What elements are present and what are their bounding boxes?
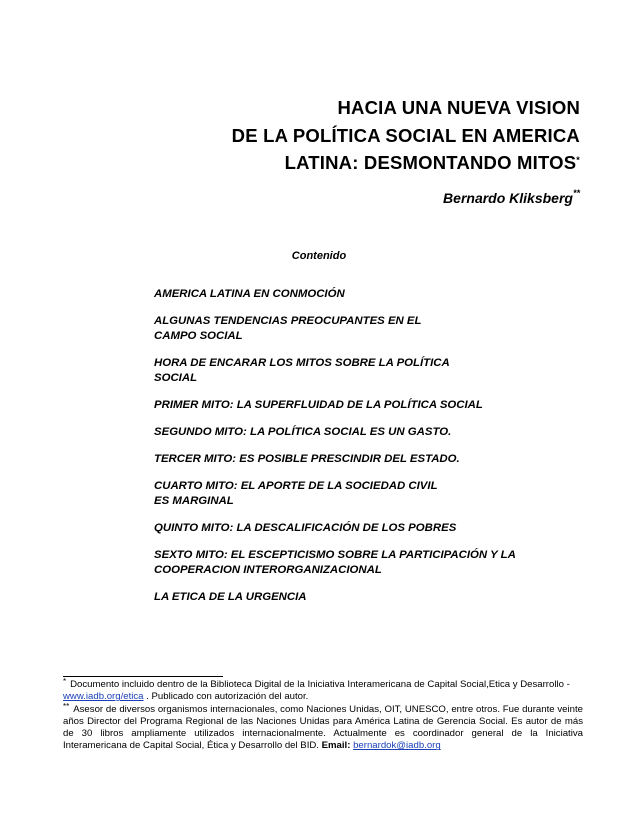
toc-item: ALGUNAS TENDENCIAS PREOCUPANTES EN EL CAMPO SOCIAL [154, 315, 422, 342]
footnote-1-mark: * [63, 677, 67, 686]
author-footnote-mark: ** [572, 188, 580, 198]
title-line-3-text: LATINA: DESMONTANDO MITOS [284, 152, 577, 173]
table-of-contents [154, 287, 574, 617]
footnote-2-mark: ** [63, 701, 70, 711]
footnote-2 [63, 701, 583, 753]
title-line-3 [60, 149, 580, 177]
footnote-1-link[interactable]: www.iadb.org/etica [63, 691, 144, 703]
toc-item: QUINTO MITO: LA DESCALIFICACIÓN DE LOS POBRES [154, 522, 457, 534]
toc-item: SEGUNDO MITO: LA POLÍTICA SOCIAL ES UN GASTO. [154, 426, 452, 438]
footnote-1-text-after: . Publicado con autorización del autor. [143, 691, 309, 703]
toc-item: TERCER MITO: ES POSIBLE PRESCINDIR DEL ESTADO. [154, 453, 460, 465]
toc-item: PRIMER MITO: LA SUPERFLUIDAD DE LA POLÍTICA SOCIAL [154, 399, 483, 411]
document-title [60, 94, 580, 177]
footnote-2-email-label: Email: [321, 740, 351, 752]
title-footnote-mark: * [576, 155, 580, 165]
footnotes [63, 679, 583, 753]
toc-item: LA ETICA DE LA URGENCIA [154, 591, 307, 603]
toc-item: AMERICA LATINA EN CONMOCIÓN [154, 288, 345, 300]
title-line-1: HACIA UNA NUEVA VISION [337, 97, 580, 118]
footnote-1 [63, 679, 583, 704]
footnote-1-text: Documento incluido dentro de la Biblioteca Digital de la Iniciativa Interamericana de Capital Social,Etica y Desarrollo - [70, 679, 570, 690]
footnote-2-text: Asesor de diversos organismos internacionales, como Naciones Unidas, OIT, UNESCO, entre otros. Fue durante veinte años Director del Programa Regional de las Naciones Unidas para América Latina de Gerencia Social. Es autor de más de 30 libros ampliamente utilizados internacionalmente. Actualmente es coordinador general de la Iniciativa Interamericana de Capital Social, Ética y Desarrollo del BID. [63, 703, 583, 752]
toc-item: HORA DE ENCARAR LOS MITOS SOBRE LA POLÍTICA SOCIAL [154, 357, 450, 384]
toc-item: SEXTO MITO: EL ESCEPTICISMO SOBRE LA PARTICIPACIÓN Y LA COOPERACION INTERORGANIZACIONAL [154, 549, 516, 576]
footnote-divider [63, 676, 223, 677]
author-name: Bernardo Kliksberg [443, 190, 573, 206]
footnote-2-email-link[interactable]: bernardok@iadb.org [353, 740, 441, 752]
toc-item: CUARTO MITO: EL APORTE DE LA SOCIEDAD CIVIL ES MARGINAL [154, 480, 438, 507]
title-line-2: DE LA POLÍTICA SOCIAL EN AMERICA [231, 124, 580, 146]
contents-heading: Contenido [291, 250, 347, 262]
author-line [180, 190, 580, 206]
